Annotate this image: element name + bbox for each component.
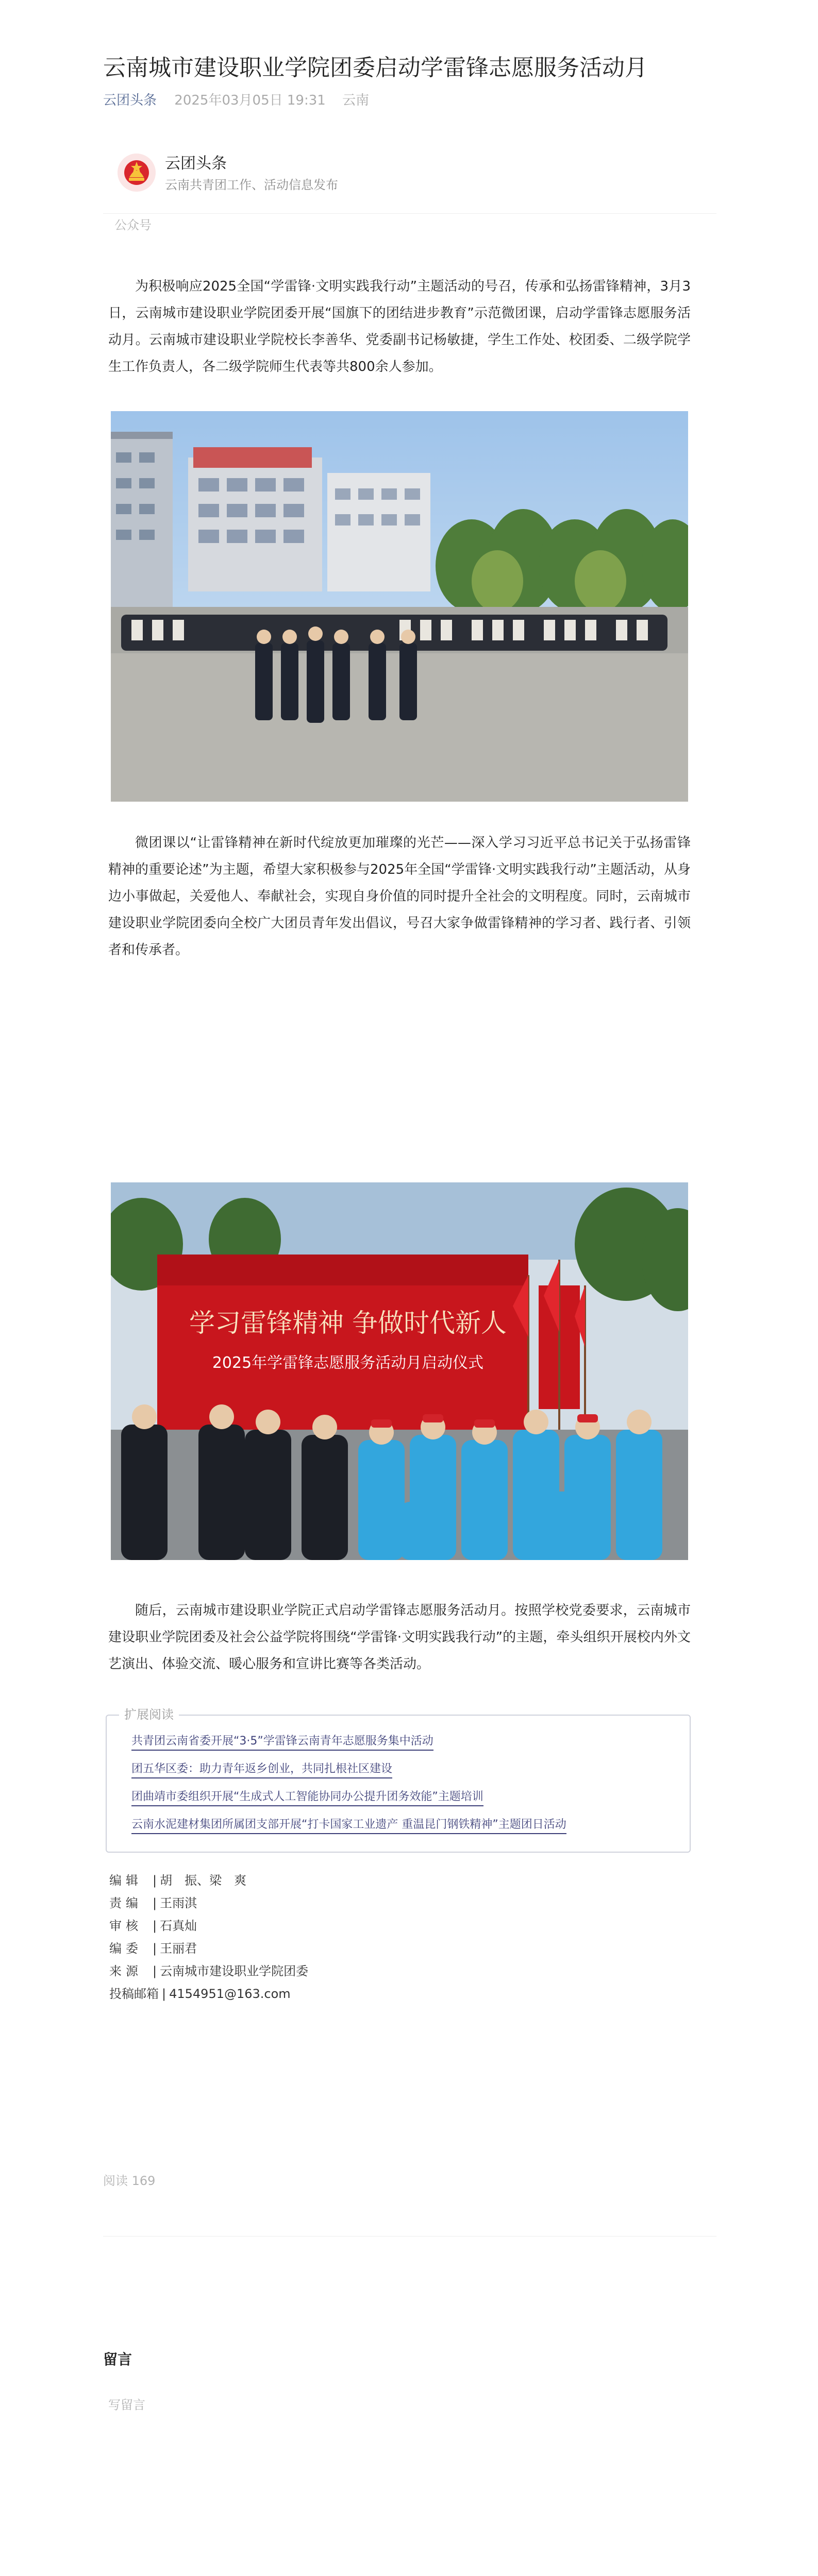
banner-event-text: 2025年学雷锋志愿服务活动月启动仪式	[212, 1354, 484, 1372]
credit-label: 投稿邮箱	[109, 1987, 159, 2001]
credit-label: 责编	[109, 1896, 142, 1910]
credit-row-editor: 编辑 | 胡 振、梁 爽	[109, 1869, 308, 1892]
extended-reading-box	[106, 1707, 691, 1853]
credit-value: 胡 振、梁 爽	[160, 1873, 247, 1888]
publish-location: 云南	[342, 93, 370, 108]
publish-date: 2025年03月05日 19:31	[174, 93, 326, 108]
banner-slogan-text: 学习雷锋精神 争做时代新人	[189, 1308, 507, 1338]
credit-row-email: 投稿邮箱 | 4154951@163.com	[109, 1987, 291, 2001]
write-comment-input[interactable]: 写留言	[108, 2398, 145, 2412]
article-meta	[103, 90, 369, 111]
credit-label: 编辑	[109, 1873, 142, 1888]
extended-reading-link[interactable]: 云南水泥建材集团所属团支部开展“打卡国家工业遗产 重温昆门钢铁精神”主题团日活动	[131, 1817, 566, 1834]
read-count: 阅读 169	[103, 2174, 156, 2188]
credit-label: 编委	[109, 1941, 142, 1956]
ceremony-crowd-photo	[111, 411, 688, 802]
profile-name: 云团头条	[165, 155, 227, 173]
extended-reading-link[interactable]: 团曲靖市委组织开展“生成式人工智能协同办公提升团务效能”主题培训	[131, 1789, 483, 1806]
extended-reading-link[interactable]: 共青团云南省委开展“3·5”学雷锋云南青年志愿服务集中活动	[131, 1733, 433, 1751]
credit-label: 来源	[109, 1964, 142, 1978]
credit-row-reviewer: 审核 | 石真灿	[109, 1914, 308, 1937]
credit-row-responsible-editor: 责编 | 王雨淇	[109, 1892, 308, 1914]
youth-league-emblem-icon	[118, 154, 156, 192]
article-paragraph: 为积极响应2025全国“学雷锋·文明实践我行动”主题活动的号召，传承和弘扬雷锋精神，3月3日，云南城市建设职业学院团委开展“国旗下的团结进步教育”示范微团课，启动学雷锋志愿服务活动月。云南城市建设职业学院校长李善华、党委副书记杨敏捷，学生工作处、校团委、二级学院学生工作负责人，各二级学院师生代表等共800余人参加。	[108, 279, 691, 375]
credit-value: 王雨淇	[160, 1896, 197, 1910]
credit-value: 4154951@163.com	[169, 1987, 291, 2001]
launch-ceremony-photo	[111, 1182, 688, 1560]
article-paragraph: 微团课以“让雷锋精神在新时代绽放更加璀璨的光芒——深入学习习近平总书记关于弘扬雷锋精神的重要论述”为主题，希望大家积极参与2025年全国“学雷锋·文明实践我行动”主题活动，从身边小事做起，关爱他人、奉献社会，实现自身价值的同时提升全社会的文明程度。同时，云南城市建设职业学院团委向全校广大团员青年发出倡议，号召大家争做雷锋精神的学习者、践行者、引领者和传承者。	[108, 835, 691, 958]
credit-value: 王丽君	[160, 1941, 197, 1956]
comments-title: 留言	[103, 2351, 132, 2368]
credit-row-board: 编委 | 王丽君	[109, 1937, 308, 1960]
article-paragraph: 随后，云南城市建设职业学院正式启动学雷锋志愿服务活动月。按照学校党委要求，云南城市建设职业学院团委及社会公益学院将围绕“学雷锋·文明实践我行动”的主题，牵头组织开展校内外文艺演出、体验交流、暖心服务和宣讲比赛等各类活动。	[108, 1603, 691, 1672]
profile-description: 云南共青团工作、活动信息发布	[165, 178, 338, 192]
account-profile-card[interactable]	[103, 139, 716, 232]
profile-type-tag: 公众号	[114, 218, 152, 232]
credit-value: 石真灿	[160, 1919, 197, 1933]
account-name-link[interactable]: 云团头条	[103, 93, 157, 108]
extended-reading-link[interactable]: 团五华区委：助力青年返乡创业，共同扎根社区建设	[131, 1761, 392, 1778]
account-avatar	[118, 154, 156, 192]
credit-value: 云南城市建设职业学院团委	[160, 1964, 309, 1978]
extended-reading-label: 扩展阅读	[119, 1705, 179, 1724]
article-title: 云南城市建设职业学院团委启动学雷锋志愿服务活动月	[103, 55, 647, 81]
credit-row-source: 来源 | 云南城市建设职业学院团委	[109, 1960, 308, 1982]
credit-label: 审核	[109, 1919, 142, 1933]
article-credits	[109, 1869, 308, 2005]
